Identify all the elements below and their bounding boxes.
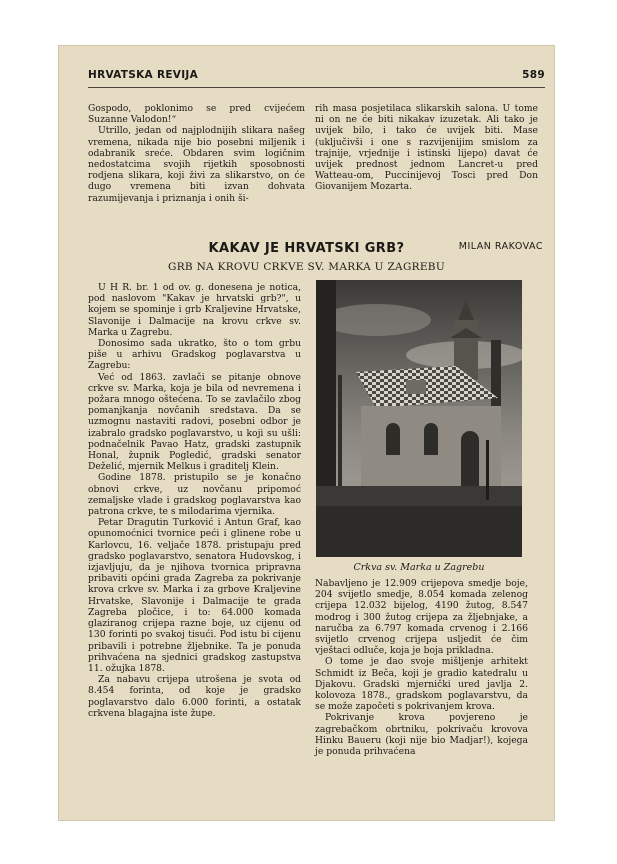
paragraph: Godine 1878. pristupilo se je konačno obnovi crkve, uz novčanu pripomoć zemaljske vlade i gradskog poglavarstva kao patrona crkve, te s milodarima vjernika. — [88, 472, 301, 518]
church-photo — [316, 280, 522, 557]
paragraph: O tome je dao svoje mišljenje arhitekt Schmidt iz Beča, koji je gradio katedralu u Djakovu. Gradski mjernički ured javlja 2. kolovoza 1878., gradskom poglavarstvu, da se može započeti s pokrivanjem krova. — [315, 656, 528, 713]
header-rule — [88, 87, 545, 88]
paragraph: Utrillo, jedan od najplodnijih slikara našeg vremena, nikada nije bio posebni miljenik i odabranik sreće. Obdaren svim logičnim nedostatcima svojih rijetkih sposobnosti rodjena slikara, koji živi za slikarstvo, on će dugo vremena biti izvan dohvata razumijevanja i priznanja i onih ši- — [88, 125, 305, 204]
paragraph: rih masa posjetilaca slikarskih salona. U tome ni on ne će biti nikakav izuzetak. Ali tako je uvijek bilo, i tako će uvijek biti. Mase (uključivši i one s razvijenijim smislom za trajnije, vrjednije i istinski lijepo) davat će uvijek prednost jednom Lancret-u pred Watteau-om, Puccinijevoj Tosci pred Don Giovanijem Mozarta. — [315, 103, 538, 193]
journal-title: HRVATSKA REVIJA — [88, 69, 199, 81]
paragraph: Donosimo sada ukratko, što o tom grbu piše u arhivu Gradskog poglavarstva u Zagrebu: — [88, 338, 301, 372]
page-header — [88, 69, 545, 85]
magazine-page — [58, 45, 555, 821]
page-number: 589 — [522, 69, 545, 81]
article-left-column — [88, 282, 301, 812]
photo-caption: Crkva sv. Marka u Zagrebu — [353, 562, 485, 573]
previous-article-right-column — [315, 103, 538, 263]
article-title: KAKAV JE HRVATSKI GRB? — [208, 241, 405, 256]
paragraph: Gospodo, poklonimo se pred cvijećem Suzanne Valodon!“ — [88, 103, 305, 126]
paragraph: U H R. br. 1 od ov. g. donesena je notica, pod naslovom "Kakav je hrvatski grb?", u kojem se spominje i grb Kraljevine Hrvatske, Slavonije i Dalmacije na krovu crkve sv. Marka u Zagrebu. — [88, 282, 301, 338]
article-subtitle: GRB NA KROVU CRKVE SV. MARKA U ZAGREBU — [168, 261, 445, 273]
paragraph: Petar Dragutin Turković i Antun Graf, kao opunomoćnici tvornice peći i glinene robe u Karlovcu, 16. veljače 1878. pristupaju pred gradsko poglavarstvo, senatora Hudovskog, i izjavljuju, da je njihova tvornica pripravna pribaviti općini grada Zagreba za pokrivanje krova crkve sv. Marka i za grbove Kraljevine Hrvatske, Slavonije i Dalmacije te grada Zagreba pločice, i to: 64.000 komada glaziranog crijepa razne boje, uz cijenu od 130 forinti po svakoj tisući. Pod istu bi cijenu pribavili i potrebne žljebnike. Ta je ponuda prihvaćena na sjednici gradskog zastupstva 11. ožujka 1878. — [88, 517, 301, 674]
paragraph: Za nabavu crijepa utrošena je svota od 8.454 forinta, od koje je gradsko poglavarstvo dalo 6.000 forinti, a ostatak crkvena blagajna iste župe. — [88, 674, 301, 719]
paragraph: Pokrivanje krova povjereno je zagrebačkom obrtniku, pokrivaču krovova Hinku Baueru (koji nije bio Madjar!), kojega je ponuda prihvaćena — [315, 712, 528, 758]
author-signature: MILAN RAKOVAC — [458, 241, 543, 252]
paragraph: Već od 1863. zavlači se pitanje obnove crkve sv. Marka, koja je bila od nevremena i požara mnogo oštećena. To se zavlačilo zbog pomanjkanja novčanih sredstava. Da se uzmognu nastaviti radovi, posebni odbor je izabralo gradsko poglavarstvo, u koji su ušli: podnačelnik Pavao Hatz, gradski zastupnik Honal, župnik Pogledić, gradski senator Deželić, mjernik Melkus i graditelj Klein. — [88, 371, 301, 473]
paragraph: Nabavljeno je 12.909 crijepova smedje boje, 204 svijetlo smedje, 8.054 komada zelenog crijepa 12.032 bijelog, 4190 žutog, 8.547 modrog i 300 žutog crijepa za žljebnjake, a naručba za 6.797 komada crvenog i 2.166 svijetlo crvenog crijepa usljedit će čim vještaci odluče, koja je boja prikladna. — [315, 578, 528, 657]
previous-article-left-column — [88, 103, 305, 263]
article-right-column — [315, 578, 528, 808]
